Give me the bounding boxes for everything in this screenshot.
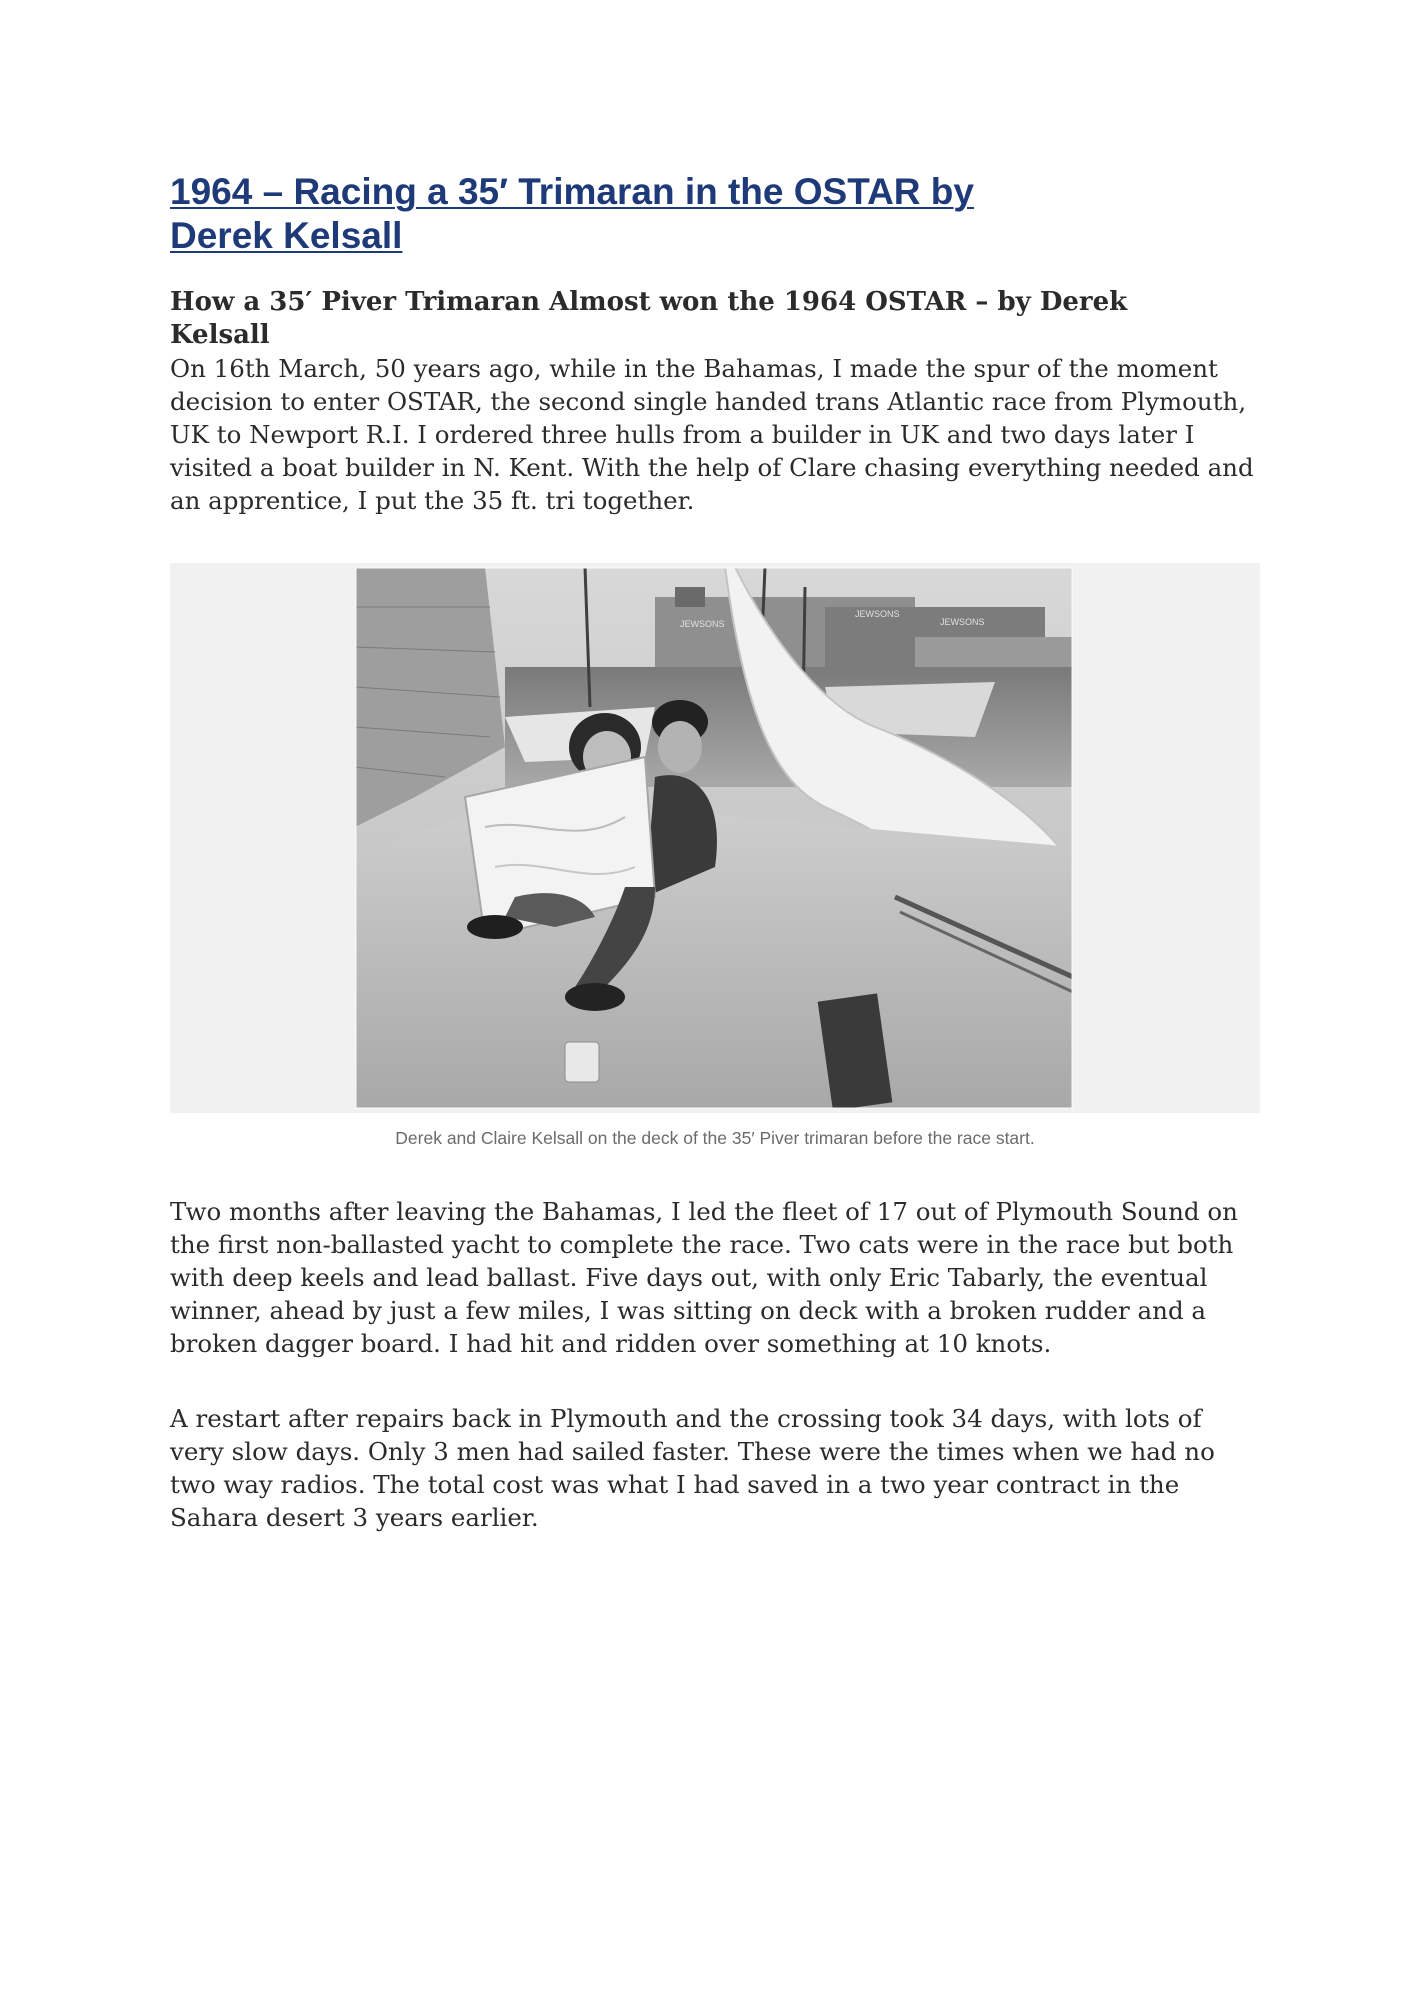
paragraph-race: Two months after leaving the Bahamas, I led the fleet of 17 out of Plymouth Sound on the first non-ballasted yacht to complete the race. Two cats were in the race but both with deep keels and lead ballast. Five days out, with only Eric Tabarly, the eventual winner, ahead by just a few miles, I was sitting on deck with a broken rudder and a broken dagger board. I had hit and ridden over something at 10 knots. bbox=[170, 1197, 1238, 1358]
page-title[interactable]: 1964 – Racing a 35′ Trimaran in the OSTAR by Derek Kelsall bbox=[170, 171, 974, 256]
paragraph-intro: On 16th March, 50 years ago, while in the Bahamas, I made the spur of the moment decision to enter OSTAR, the second single handed trans Atlantic race from Plymouth, UK to Newport R.I. I ordered three hulls from a builder in UK and two days later I visited a boat builder in N. Kent. With the help of Clare chasing everything needed and an apprentice, I put the 35 ft. tri together. bbox=[170, 354, 1254, 515]
article bbox=[170, 170, 1254, 1532]
signage-text-2: JEWSONS bbox=[855, 609, 900, 619]
photo-illustration bbox=[355, 567, 1073, 1109]
paragraph-restart: A restart after repairs back in Plymouth and the crossing took 34 days, with lots of very slow days. Only 3 men had sailed faster. These were the times when we had no two way radios. The total cost was what I had saved in a two year contract in the Sahara desert 3 years earlier. bbox=[170, 1404, 1215, 1532]
signage-text-3: JEWSONS bbox=[940, 617, 985, 627]
photo-derek-claire-on-deck bbox=[355, 567, 1073, 1109]
article-subtitle: How a 35′ Piver Trimaran Almost won the 1964 OSTAR – by Derek Kelsall bbox=[170, 287, 1128, 350]
signage-text-1: JEWSONS bbox=[680, 619, 725, 629]
photo-figure bbox=[170, 563, 1260, 1113]
photo-caption: Derek and Claire Kelsall on the deck of the 35′ Piver trimaran before the race start. bbox=[395, 1128, 1035, 1148]
